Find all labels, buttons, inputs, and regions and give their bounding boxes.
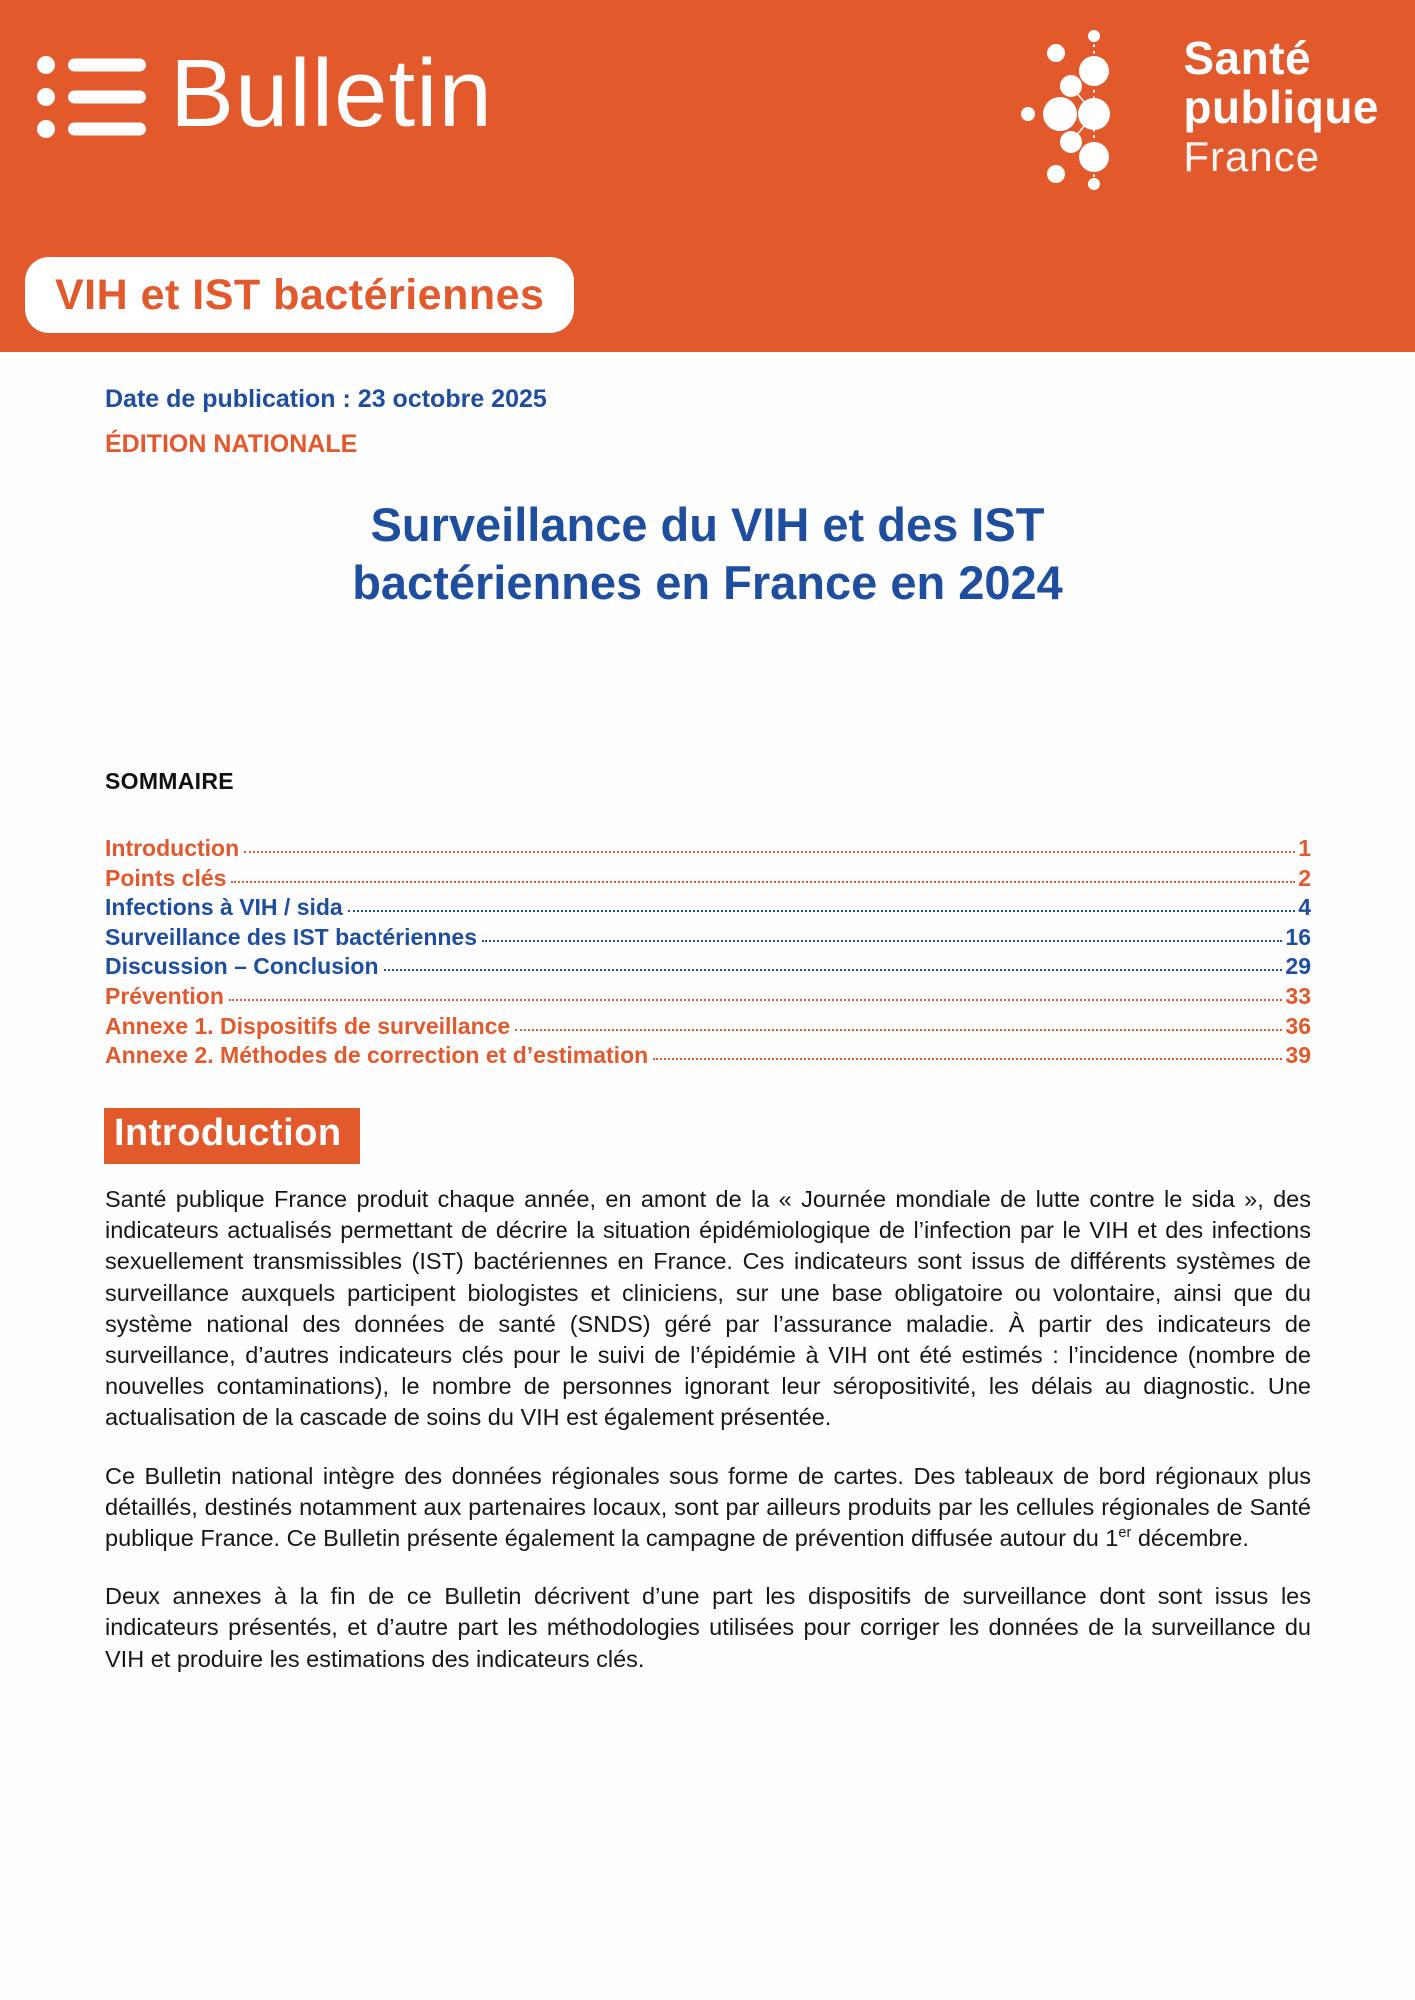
toc-item[interactable] [105, 834, 1311, 864]
toc-item-label: Discussion – Conclusion [105, 953, 379, 980]
toc-item-label: Annexe 1. Dispositifs de surveillance [105, 1012, 511, 1039]
toc-item[interactable] [105, 923, 1311, 953]
toc-leader-dots [482, 940, 1282, 942]
spf-logo-line3: France [1183, 133, 1321, 180]
toc-item[interactable] [105, 893, 1311, 923]
bulletin-wordmark: Bulletin [170, 40, 493, 147]
superscript-er: er [1118, 1525, 1132, 1542]
spf-constellation-icon [1019, 24, 1167, 192]
toc-item-page: 16 [1285, 923, 1311, 950]
toc-leader-dots [384, 969, 1283, 971]
intro-section-heading: Introduction [104, 1108, 360, 1164]
bulletin-logo [36, 40, 493, 147]
spf-logo-text [1183, 34, 1379, 182]
toc-item-page: 29 [1285, 953, 1311, 980]
toc-heading: SOMMAIRE [105, 768, 234, 794]
toc-leader-dots [348, 910, 1295, 912]
intro-paragraph-2: Ce Bulletin national intègre des données régionales sous forme de cartes. Des tableaux de bord régionaux plus détaillés, destinés notamment aux partenaires locaux, sont par ailleurs produits par les cellules régionales de Santé publique France. Ce Bulletin présente également la campagne de prévention diffusée autour du 1er décembre. [105, 1462, 1311, 1552]
intro-paragraph-1: Santé publique France produit chaque année, en amont de la « Journée mondiale de lutte contre le sida », des indicateurs actualisés permettant de décrire la situation épidémiologique de l’infection par le VIH et des infections sexuellement transmissibles (IST) bactériennes en France. Ces indicateurs sont issus de différents systèmes de surveillance auxquels participent biologistes et cliniciens, sur une base obligatoire ou volontaire, ainsi que du système national des données de santé (SNDS) géré par l’assurance maladie. À partir des indicateurs de surveillance, d’autres indicateurs clés pour le suivi de l’épidémie à VIH ont été estimés : l’incidence (nombre de nouvelles contaminations), le nombre de personnes ignorant leur séropositivité, les délais au diagnostic. Une actualisation de la cascade de soins du VIH est également présentée. [105, 1186, 1311, 1431]
document-title-line2: bactériennes en France en 2024 [352, 556, 1063, 609]
toc-item[interactable] [105, 1012, 1311, 1042]
toc-item-page: 4 [1298, 894, 1311, 921]
spf-logo-line2: publique [1183, 81, 1379, 133]
list-icon [36, 53, 148, 141]
edition-label: ÉDITION NATIONALE [105, 430, 358, 458]
toc-item-label: Annexe 2. Méthodes de correction et d’estimation [105, 1042, 649, 1069]
toc-leader-dots [229, 999, 1283, 1001]
toc-item[interactable] [105, 864, 1311, 894]
intro-body [105, 1184, 1311, 1702]
toc-item[interactable] [105, 952, 1311, 982]
toc-item-page: 2 [1298, 864, 1311, 891]
toc-leader-dots [653, 1058, 1282, 1060]
toc-item-label: Points clés [105, 864, 227, 891]
intro-paragraph-3: Deux annexes à la fin de ce Bulletin décrivent d’une part les dispositifs de surveillance dont sont issus les indicateurs présentés, et d’autre part les méthodologies utilisées pour corriger les données de la surveillance du VIH et produire les estimations des indicateurs clés. [105, 1583, 1311, 1672]
toc-item-page: 33 [1285, 982, 1311, 1009]
toc-list [105, 834, 1311, 1071]
toc-leader-dots [515, 1029, 1282, 1031]
spf-logo-line1: Santé [1183, 32, 1312, 84]
document-title-line1: Surveillance du VIH et des IST [370, 498, 1045, 551]
toc-item-label: Infections à VIH / sida [105, 894, 343, 921]
toc-item-label: Prévention [105, 982, 224, 1009]
toc-leader-dots [231, 881, 1295, 883]
toc-item-label: Introduction [105, 835, 240, 861]
toc-item-page: 36 [1285, 1012, 1311, 1039]
document-title [0, 496, 1415, 612]
masthead [0, 0, 1415, 352]
publication-date: Date de publication : 23 octobre 2025 [105, 385, 547, 413]
toc-leader-dots [244, 851, 1295, 853]
toc-item[interactable] [105, 982, 1311, 1012]
sante-publique-france-logo [1019, 24, 1379, 192]
toc-item-page: 1 [1298, 835, 1311, 861]
toc-item-page: 39 [1285, 1042, 1311, 1069]
toc-item[interactable] [105, 1041, 1311, 1071]
toc-item-label: Surveillance des IST bactériennes [105, 923, 477, 950]
topic-badge: VIH et IST bactériennes [25, 257, 574, 333]
